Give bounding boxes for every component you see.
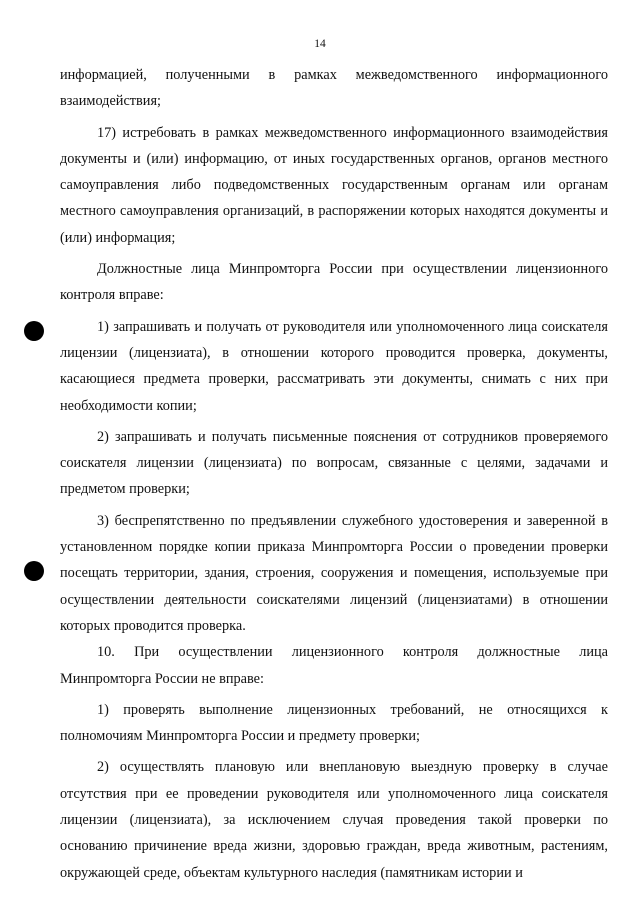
document-body <box>60 62 608 886</box>
paragraph-right-3: 3) беспрепятственно по предъявлении служебного удостоверения и заверенной в установленном порядке копии приказа Минпромторга России о проведении проверки посещать территории, здания, строения, сооружения и помещения, используемые при осуществлении деятельности соискателями лицензий (лицензиатами) в отношении которых проводится проверка. <box>60 512 608 634</box>
paragraph-restriction-2: 2) осуществлять плановую или внеплановую выездную проверку в случае отсутствия при ее проведении руководителя или уполномоченного лица соискателя лицензии (лицензиата), за исключением случая проведения такой проверки по основанию причинение вреда жизни, здоровью граждан, вреда животным, растениям, окружающей среде, объектам культурного наследия (памятникам истории и <box>60 759 608 881</box>
paragraph-item-17: 17) истребовать в рамках межведомственного информационного взаимодействия документы и (или) информацию, от иных государственных органов, органов местного самоуправления либо подведомственных государственным органам или органам местного самоуправления организаций, в распоряжении которых находятся документы и (или) информация; <box>60 124 608 246</box>
punch-hole-mark <box>24 321 44 341</box>
page-number: 14 <box>314 38 326 50</box>
paragraph-right-1: 1) запрашивать и получать от руководителя или уполномоченного лица соискателя лицензии (лицензиата), в отношении которого проводится проверка, документы, касающиеся предмета проверки, рассматривать эти документы, снимать с них при необходимости копии; <box>60 318 608 414</box>
paragraph-continuation: информацией, полученными в рамках межведомственного информационного взаимодействия; <box>60 67 608 110</box>
paragraph-rights-intro: Должностные лица Минпромторга России при осуществлении лицензионного контроля вправе: <box>60 261 608 304</box>
punch-hole-mark <box>24 561 44 581</box>
paragraph-section-10: 10. При осуществлении лицензионного контроля должностные лица Минпромторга России не вправе: <box>60 644 608 687</box>
paragraph-right-2: 2) запрашивать и получать письменные пояснения от сотрудников проверяемого соискателя лицензии (лицензиата) по вопросам, связанные с целями, задачами и предметом проверки; <box>60 428 608 498</box>
paragraph-restriction-1: 1) проверять выполнение лицензионных требований, не относящихся к полномочиям Минпромторга России и предмету проверки; <box>60 701 608 745</box>
